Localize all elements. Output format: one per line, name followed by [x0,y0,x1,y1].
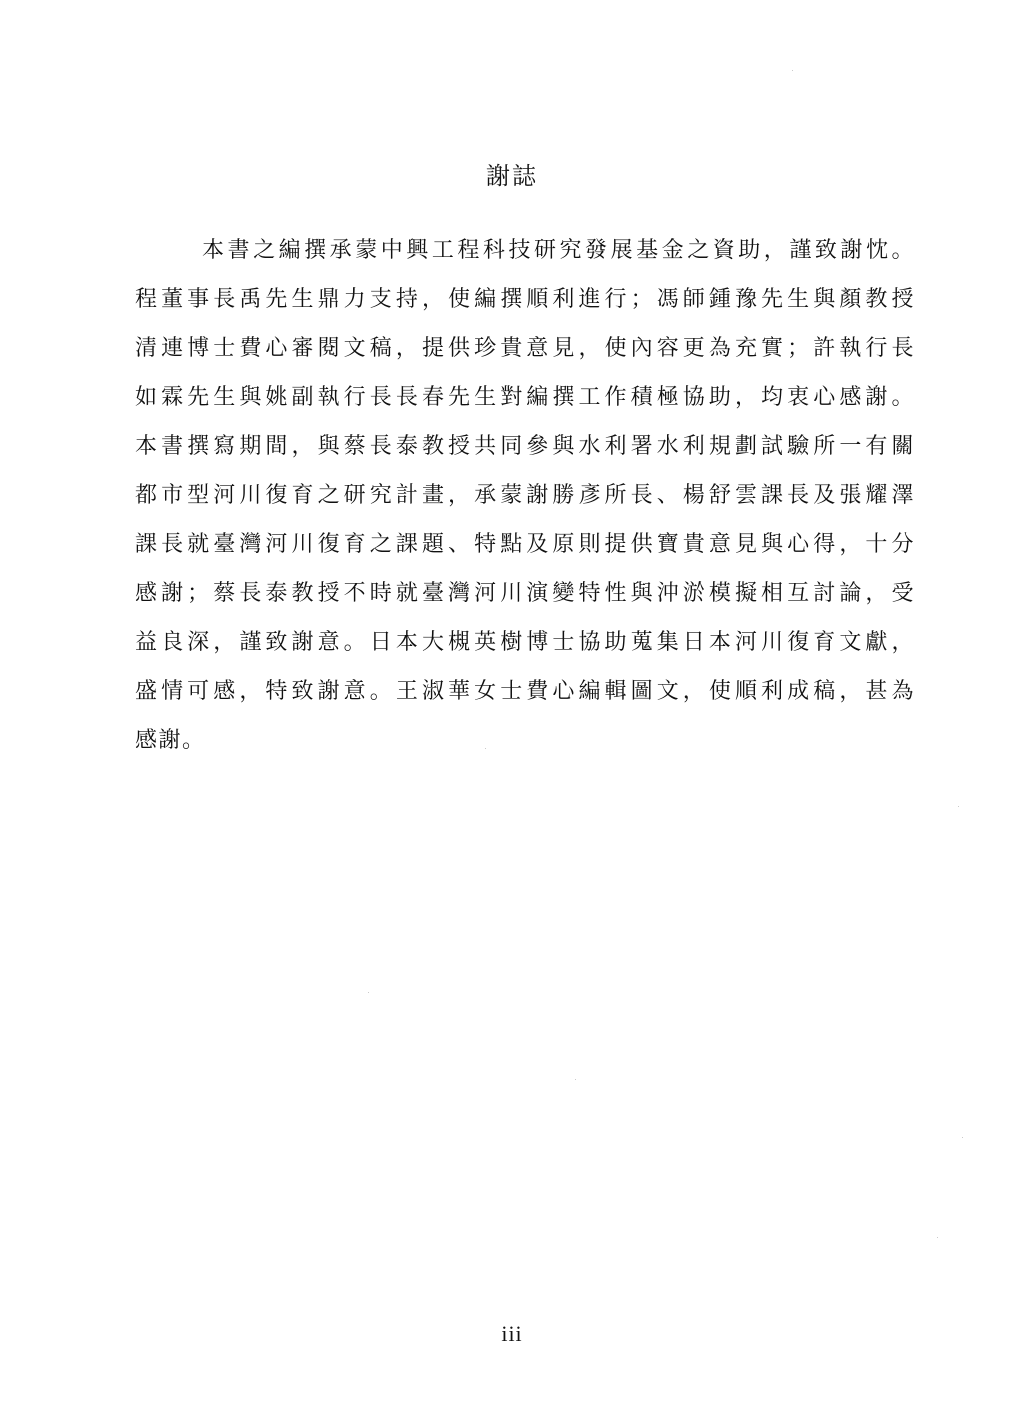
scan-speck [958,806,959,807]
body-line-10: 盛情可感，特致謝意。王淑華女士費心編輯圖文，使順利成稿，甚為 [135,679,915,704]
scan-speck [937,1237,938,1238]
scan-speck [485,748,486,749]
body-line-8: 感謝；蔡長泰教授不時就臺灣河川演變特性與沖淤模擬相互討論，受 [135,581,915,606]
body-line-7: 課長就臺灣河川復育之課題、特點及原則提供寶貴意見與心得，十分 [135,532,915,557]
body-line-5: 本書撰寫期間，與蔡長泰教授共同參與水利署水利規劃試驗所一有關 [135,434,915,459]
body-line-1: 本書之編撰承蒙中興工程科技研究發展基金之資助，謹致謝忱。 [202,238,915,263]
body-line-3: 清連博士費心審閱文稿，提供珍貴意見，使內容更為充實；許執行長 [135,336,915,361]
page-number: iii [501,1321,523,1346]
scan-speck [962,1137,963,1138]
scan-speck [792,70,793,71]
body-line-9: 益良深，謹致謝意。日本大槻英樹博士協助蒐集日本河川復育文獻， [135,630,915,655]
acknowledgement-body [135,232,915,771]
scan-speck [575,1079,576,1080]
scan-speck [368,992,369,993]
body-line-6: 都市型河川復育之研究計畫，承蒙謝勝彥所長、楊舒雲課長及張耀澤 [135,483,915,508]
body-line-11: 感謝。 [135,728,206,753]
body-line-4: 如霖先生與姚副執行長長春先生對編撰工作積極協助，均衷心感謝。 [135,385,915,410]
page-title: 謝誌 [486,162,538,190]
body-line-2: 程董事長禹先生鼎力支持，使編撰順利進行；馮師鍾豫先生與顏教授 [135,287,915,312]
